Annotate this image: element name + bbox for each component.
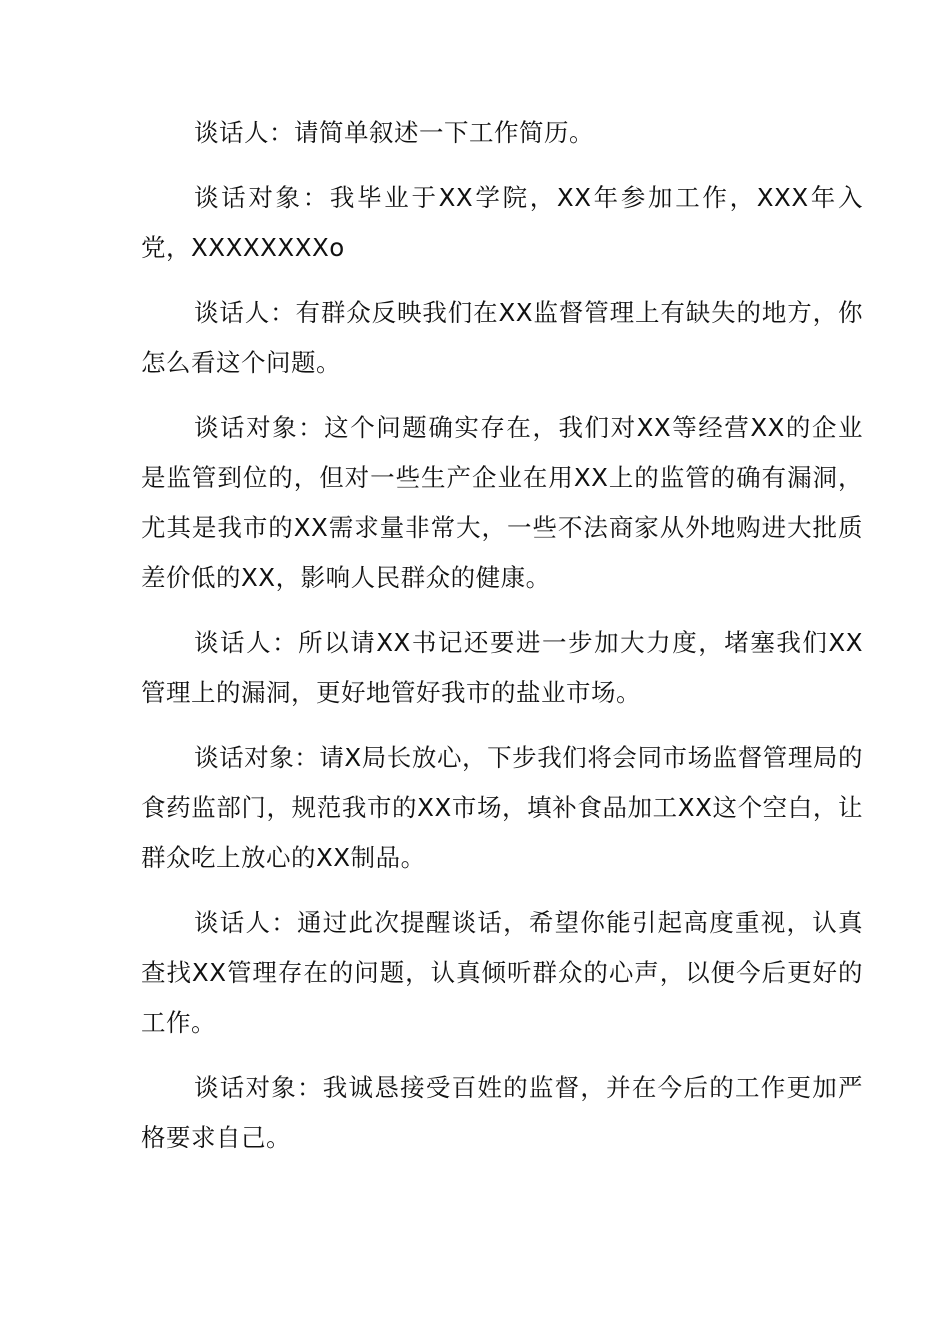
paragraph-work-history-answer: 谈话对象：我毕业于XX学院，XX年参加工作，XXX年入党，XXXXXXXXo [141,183,863,262]
paragraph-work-history-question: 谈话人：请简单叙述一下工作简历。 [194,118,594,147]
paragraph-strengthen-response: 谈话对象：请X局长放心，下步我们将会同市场监督管理局的食药监部门，规范我市的XX市场，填补食品加工XX这个空白，让群众吃上放心的XX制品。 [141,743,863,872]
paragraph-supervision-answer: 谈话对象：这个问题确实存在，我们对XX等经营XX的企业是监管到位的，但对一些生产企业在用XX上的监管的确有漏洞，尤其是我市的XX需求量非常大，一些不法商家从外地购进大批质差价低的XX，影响人民群众的健康。 [141,413,863,592]
paragraph-reminder-talk: 谈话人：通过此次提醒谈话，希望你能引起高度重视，认真查找XX管理存在的问题，认真倾听群众的心声，以便今后更好的工作。 [141,908,863,1037]
paragraph-supervision-question: 谈话人：有群众反映我们在XX监督管理上有缺失的地方，你怎么看这个问题。 [141,298,863,377]
paragraph-closing-commitment: 谈话对象：我诚恳接受百姓的监督，并在今后的工作更加严格要求自己。 [141,1073,863,1152]
document-body [141,108,863,1163]
paragraph-strengthen-request: 谈话人：所以请XX书记还要进一步加大力度，堵塞我们XX管理上的漏洞，更好地管好我市的盐业市场。 [141,628,863,707]
